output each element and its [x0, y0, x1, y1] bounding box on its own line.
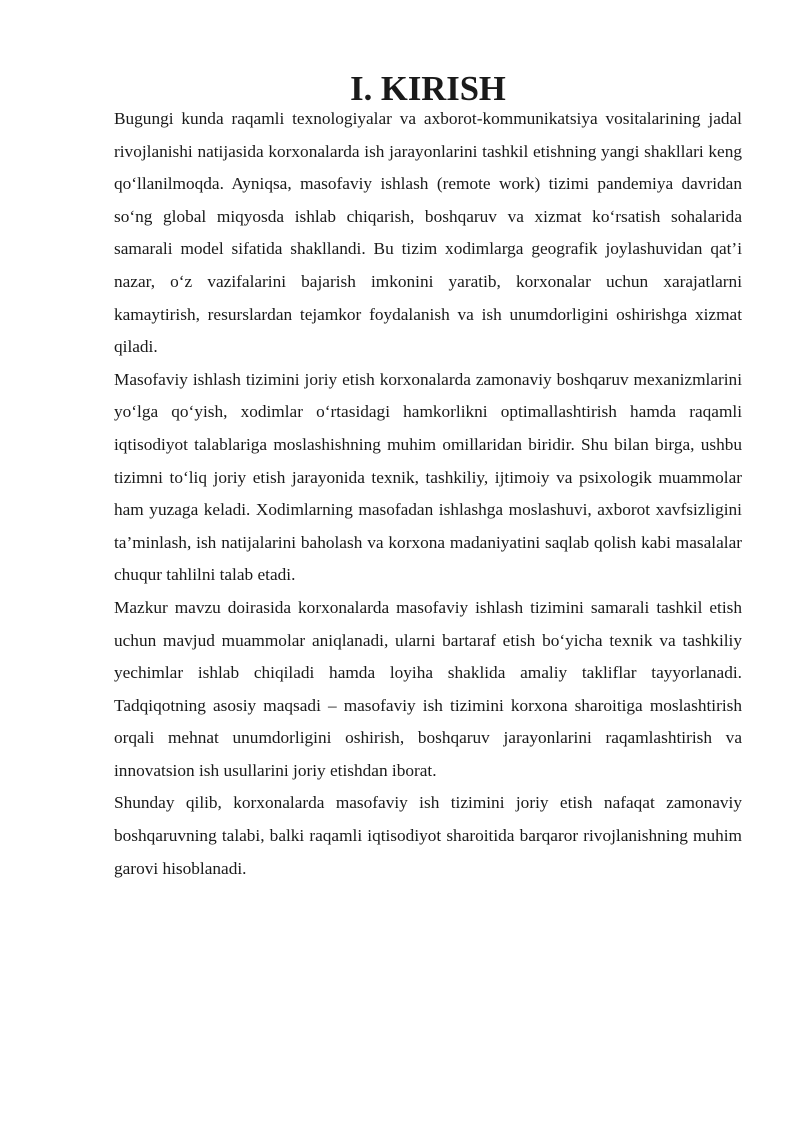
paragraph-conclusion: Shunday qilib, korxonalarda masofaviy ish tizimini joriy etish nafaqat zamonaviy boshqaruvning talabi, balki raqamli iqtisodiyot sharoitida barqaror rivojlanishning muhim garovi hisoblanadi.	[114, 793, 742, 878]
paragraph-scope: Mazkur mavzu doirasida korxonalarda masofaviy ishlash tizimini samarali tashkil etish uchun mavjud muammolar aniqlanadi, ularni bartaraf etish bo‘yicha texnik va tashkiliy yechimlar ishlab chiqiladi hamda loyiha shaklida amaliy takliflar tayyorlanadi. Tadqiqotning asosiy maqsadi – masofaviy ish tizimini korxona sharoitiga moslashtirish orqali mehnat unumdorligini oshirish, boshqaruv jarayonlarini raqamlashtirish va innovatsion ish usullarini joriy etishdan iborat.	[114, 597, 742, 780]
section-heading: I. KIRISH	[350, 70, 506, 108]
paragraph-intro: Bugungi kunda raqamli texnologiyalar va axborot-kommunikatsiya vositalarining jadal rivojlanishi natijasida korxonalarda ish jarayonlarini tashkil etishning yangi shakllari keng qo‘llanilmoqda. Ayniqsa, masofaviy ishlash (remote work) tizimi pandemiya davridan so‘ng global miqyosda ishlab chiqarish, boshqaruv va xizmat ko‘rsatish sohalarida samarali model sifatida shakllandi. Bu tizim xodimlarga geografik joylashuvidan qat’i nazar, o‘z vazifalarini bajarish imkonini yaratib, korxonalar uchun xarajatlarni kamaytirish, resurslardan tejamkor foydalanish va ish unumdorligini oshirishga xizmat qiladi.	[114, 109, 742, 357]
paragraph-implementation: Masofaviy ishlash tizimini joriy etish korxonalarda zamonaviy boshqaruv mexanizmlarini yo‘lga qo‘yish, xodimlar o‘rtasidagi hamkorlikni optimallashtirish hamda raqamli iqtisodiyot talablariga moslashishning muhim omillaridan biridir. Shu bilan birga, ushbu tizimni to‘liq joriy etish jarayonida texnik, tashkiliy, ijtimoiy va psixologik muammolar ham yuzaga keladi. Xodimlarning masofadan ishlashga moslashuvi, axborot xavfsizligini ta’minlash, ish natijalarini baholash va korxona madaniyatini saqlab qolish kabi masalalar chuqur tahlilni talab etadi.	[114, 369, 742, 585]
document-body	[114, 70, 742, 885]
